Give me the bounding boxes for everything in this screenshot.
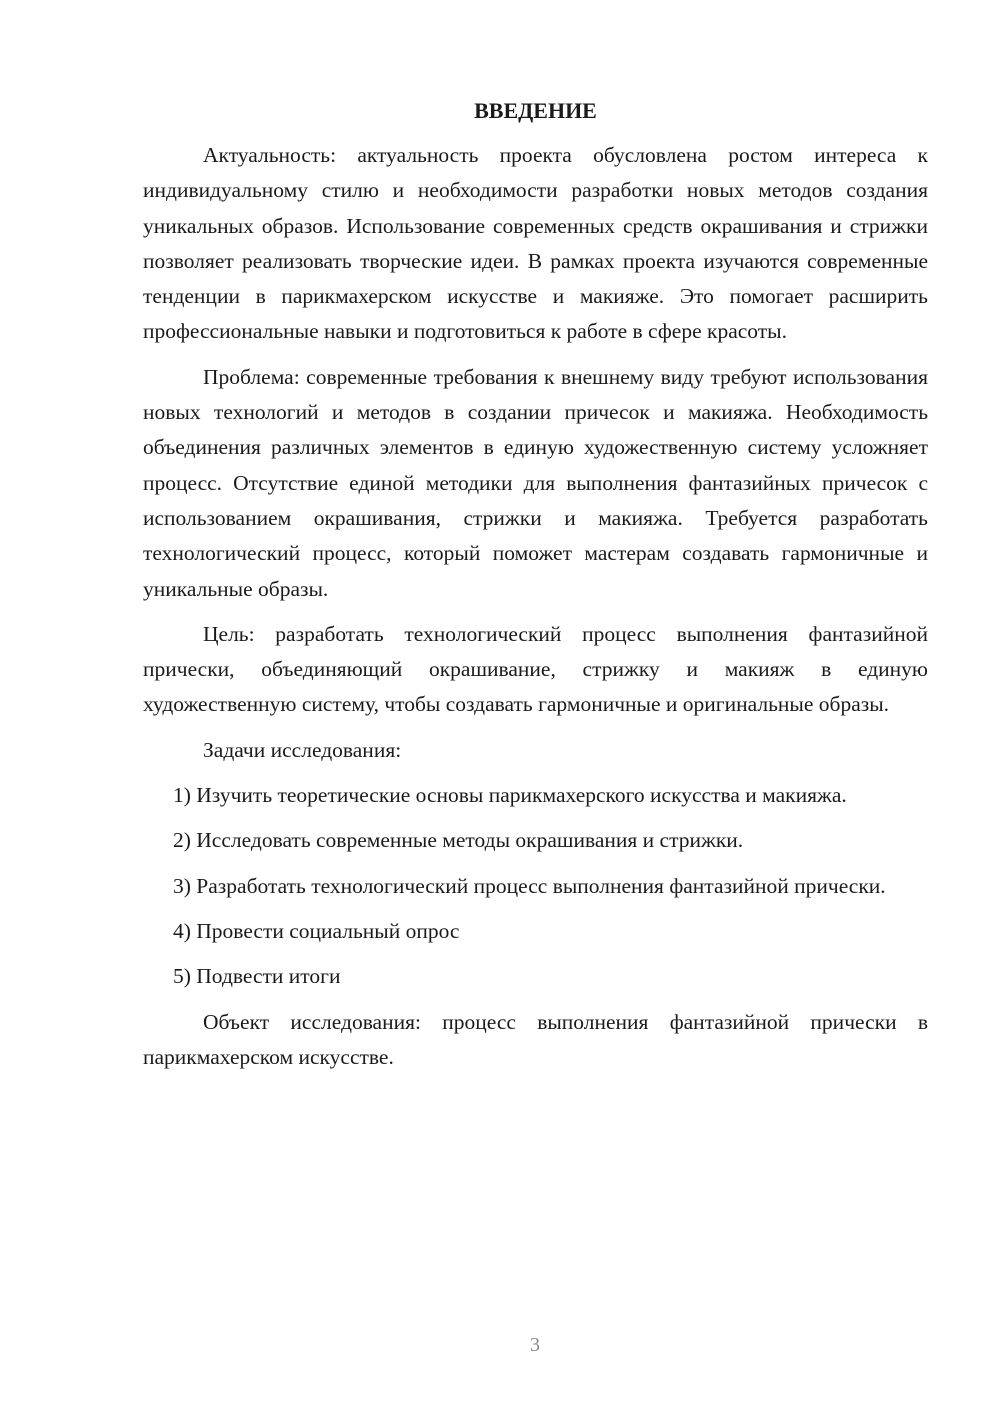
task-list: [143, 778, 928, 994]
list-item: 2) Исследовать современные методы окрашивания и стрижки.: [173, 828, 744, 853]
paragraph-tasks-heading: Задачи исследования:: [203, 737, 402, 762]
list-item: 3) Разработать технологический процесс выполнения фантазийной прически.: [173, 873, 886, 898]
paragraph-relevance: Актуальность: актуальность проекта обусловлена ростом интереса к индивидуальному стилю и необходимости разработки новых методов создания уникальных образов. Использование современных средств окрашивания и стрижки позволяет реализовать творческие идеи. В рамках проекта изучаются современные тенденции в парикмахерском искусстве и макияже. Это помогает расширить профессиональные навыки и подготовиться к работе в сфере красоты.: [143, 143, 928, 344]
page-number: 3: [530, 1334, 540, 1356]
list-item: 1) Изучить теоретические основы парикмахерского искусства и макияжа.: [173, 783, 847, 808]
list-item: 5) Подвести итоги: [173, 964, 341, 989]
paragraph-problem: Проблема: современные требования к внешнему виду требуют использования новых технологий и методов в создании причесок и макияжа. Необходимость объединения различных элементов в единую художественную систему усложняет процесс. Отсутствие единой методики для выполнения фантазийных причесок с использованием окрашивания, стрижки и макияжа. Требуется разработать технологический процесс, который поможет мастерам создавать гармоничные и уникальные образы.: [143, 364, 928, 601]
document-page: [143, 96, 928, 1085]
paragraph-goal: Цель: разработать технологический процесс выполнения фантазийной прически, объединяющий окрашивание, стрижку и макияж в единую художественную систему, чтобы создавать гармоничные и оригинальные образы.: [143, 621, 928, 717]
list-item: 4) Провести социальный опрос: [173, 918, 460, 943]
paragraph-object: Объект исследования: процесс выполнения фантазийной прически в парикмахерском искусстве.: [143, 1009, 928, 1069]
page-title: ВВЕДЕНИЕ: [474, 98, 597, 123]
